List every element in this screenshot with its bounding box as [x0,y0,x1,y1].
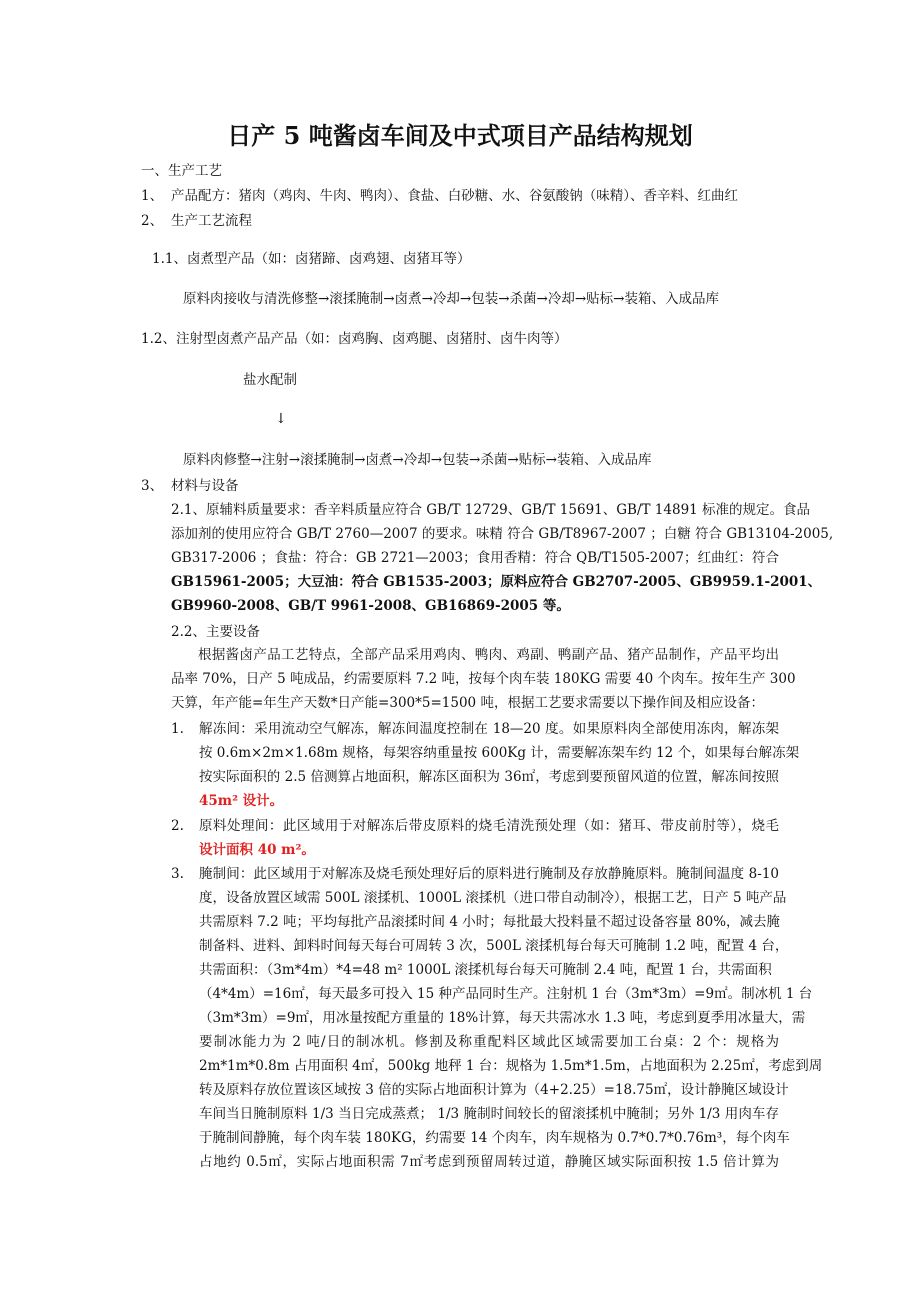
brine-label: 盐水配制 [243,372,297,388]
list-item-number: 2、 [141,213,164,229]
process-heading: 生产工艺流程 [171,213,252,229]
paragraph-line: GB317-2006 ；食盐：符合：GB 2721—2003；食用香精：符合 QB/T1505-2007；红曲红：符合 [171,550,779,566]
paragraph-line: GB15961-2005；大豆油：符合 GB1535-2003；原料应符合 GB2707-2005、GB9959.1-2001、 [171,574,822,590]
list-item-line: 于腌制间静腌，每个肉车装 180KG，约需要 14 个肉车，肉车规格为 0.7*0.7*0.76m³，每个肉车 [199,1130,790,1146]
list-item-line: 腌制间：此区域用于对解冻及烧毛预处理好后的原料进行腌制及存放静腌原料。腌制间温度 8-10 [199,866,779,882]
process-flow: 原料肉接收与清洗修整→滚揉腌制→卤煮→冷却→包装→杀菌→冷却→贴标→装箱、入成品库 [183,291,719,307]
section-heading: 一、生产工艺 [141,163,222,179]
list-item-number: 3、 [141,478,164,494]
list-item-line: 度，设备放置区域需 500L 滚揉机、1000L 滚揉机（进口带自动制冷），根据工艺，日产 5 吨产品 [199,890,787,906]
section-heading: 材料与设备 [171,478,239,494]
list-item-line: 制备料、进料、卸料时间每天每台可周转 3 次，500L 滚揉机每台每天可腌制 1.2 吨，配置 4 台， [199,938,789,954]
paragraph-line: GB9960-2008、GB/T 9961-2008、GB16869-2005 等。 [171,598,570,614]
list-item-line: （4*4m）=16㎡，每天最多可投入 15 种产品同时生产。注射机 1 台（3m*3m）=9㎡。制冰机 1 台 [199,986,813,1002]
list-item-line: 转及原料存放位置该区域按 3 倍的实际占地面积计算为（4+2.25）=18.75㎡，设计静腌区域设计 [199,1082,789,1098]
list-item-number: 2. [171,818,184,834]
page-title: 日产 5 吨酱卤车间及中式项目产品结构规划 [227,121,693,150]
list-item-line: 占地约 0.5㎡，实际占地面积需 7㎡考虑到预留周转过道，静腌区域实际面积按 1.5 倍计算为 [199,1154,779,1170]
list-item-number: 1、 [141,188,164,204]
list-item-line: 共需原料 7.2 吨；平均每批产品滚揉时间 4 小时；每批最大投料量不超过设备容量 80%，减去腌 [199,914,781,930]
list-item-line: 共需面积：（3m*4m）*4=48 m² 1000L 滚揉机每台每天可腌制 2.4 吨，配置 1 台，共需面积 [199,962,772,978]
list-item-line: 车间当日腌制原料 1/3 当日完成蒸煮； 1/3 腌制时间较长的留滚揉机中腌制；另外 1/3 用肉车存 [199,1106,779,1122]
list-item-line: 2m*1m*0.8m 占用面积 4㎡，500kg 地秤 1 台：规格为 1.5m*1.5m，占地面积为 2.25㎡，考虑到周 [199,1058,823,1074]
paragraph-line: 添加剂的使用应符合 GB/T 2760—2007 的要求。味精 符合 GB/T8967-2007 ；白糖 符合 GB13104-2005, [171,526,834,542]
paragraph-line: 根据酱卤产品工艺特点，全部产品采用鸡肉、鸭肉、鸡副、鸭副产品、猪产品制作，产品平均出 [198,647,779,663]
list-item-number: 1. [171,721,184,737]
paragraph-line: 2.1、原辅料质量要求：香辛料质量应符合 GB/T 12729、GB/T 15691、GB/T 14891 标准的规定。食品 [171,502,811,518]
list-item-line: 要制冰能力为 2 吨/日的制冰机。修割及称重配料区域此区域需要加工台桌：2 个：规格为 [199,1034,779,1050]
list-item-line: 按实际面积的 2.5 倍测算占地面积，解冻区面积为 36㎡，考虑到要预留风道的位置，解冻间按照 [199,769,779,785]
list-item-line: （3m*3m）=9㎡，用冰量按配方重量的 18%计算，每天共需冰水 1.3 吨，考虑到夏季用冰量大，需 [199,1010,806,1026]
list-item-line: 按 0.6m×2m×1.68m 规格，每架容纳重量按 600Kg 计，需要解冻架车约 12 个，如果每台解冻架 [199,745,800,761]
formula-text: 产品配方：猪肉（鸡肉、牛肉、鸭肉）、食盐、白砂糖、水、谷氨酸钠（味精）、香辛料、红曲红 [171,188,738,204]
list-item-line: 设计面积 40 m²。 [199,842,315,858]
subsection-heading: 2.2、主要设备 [171,624,260,640]
process-flow: 原料肉修整→注射→滚揉腌制→卤煮→冷却→包装→杀菌→贴标→装箱、入成品库 [183,452,652,468]
list-item-line: 解冻间：采用流动空气解冻，解冻间温度控制在 18—20 度。如果原料肉全部使用冻肉，解冻架 [199,721,779,737]
paragraph-line: 天算，年产能=年生产天数*日产能=300*5=1500 吨，根据工艺要求需要以下操作间及相应设备： [171,695,764,711]
list-item-number: 3. [171,866,184,882]
subsection-heading: 1.1、卤煮型产品（如：卤猪蹄、卤鸡翅、卤猪耳等） [152,251,471,267]
down-arrow-icon: ↓ [275,411,287,427]
subsection-heading: 1.2、注射型卤煮产品产品（如：卤鸡胸、卤鸡腿、卤猪肘、卤牛肉等） [141,331,568,347]
list-item-line: 45m² 设计。 [199,793,284,809]
list-item-line: 原料处理间：此区域用于对解冻后带皮原料的烧毛清洗预处理（如：猪耳、带皮前肘等），烧毛 [199,818,779,834]
paragraph-line: 品率 70%，日产 5 吨成品，约需要原料 7.2 吨，按每个肉车装 180KG 需要 40 个肉车。按年生产 300 [171,671,796,687]
